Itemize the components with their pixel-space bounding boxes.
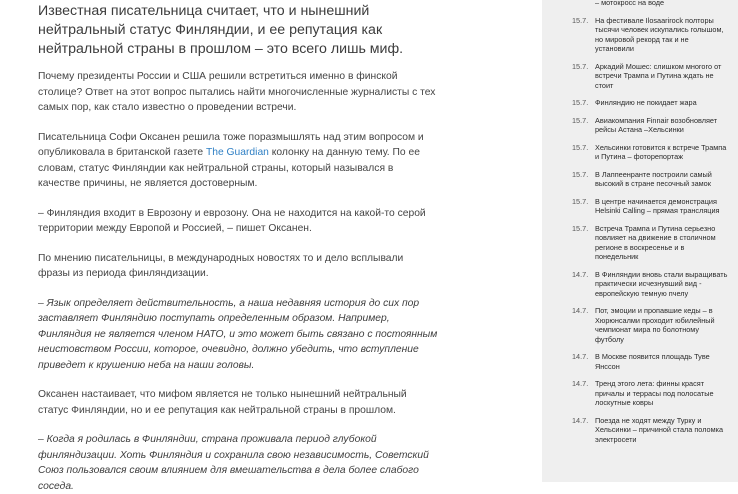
news-item[interactable] [542, 116, 738, 135]
guardian-link[interactable]: The Guardian [205, 147, 269, 158]
paragraph-text: Писательница Софи Оксанен решила тоже поразмышлять над этим вопросом и опубликовала в британской газете [38, 131, 424, 158]
news-title: В Лаппеенранте построили самый высокий в стране песочный замок [595, 169, 712, 188]
news-date [572, 0, 595, 8]
article-quote: – Когда я родилась в Финляндии, страна проживала период глубокой финляндизации. Хоть Финляндия и сохранила свою независимость, Советский Союз пользовался своим влиянием для вмешательства в дела более слабого соседа. [38, 434, 429, 492]
article-quote: – Язык определяет действительность, а наша недавняя история до сих пор заставляет Финляндию поступать определенным образом. Например, Финляндия не является членом НАТО, и это может быть связано с постоянным неистовством России, которое, очевидно, должно убедить, что вступление приведет к крушению неба на наши головы. [38, 297, 438, 371]
article-lead: Известная писательница считает, что и нынешний нейтральный статус Финляндии, и ее репутация как нейтральной страны в прошлом – это всего лишь миф. [38, 3, 404, 57]
news-sidebar [542, 0, 738, 482]
news-date: 15.7. [572, 61, 589, 71]
news-item[interactable] [542, 143, 738, 162]
paragraph-text: колонку на данную тему. По ее словам, статус Финляндии как нейтральной страны, который назывался в качестве причины, не является достоверным. [38, 147, 420, 189]
news-item[interactable] [542, 416, 738, 445]
article-paragraph [38, 130, 438, 192]
news-item[interactable] [542, 224, 738, 262]
news-title: Пот, эмоции и пропавшие кеды – в Хюрюнсалми проходит юбилейный чемпионат мира по болотному футболу [595, 306, 715, 344]
news-date: 14.7. [572, 415, 589, 425]
news-title: – мотокросс на воде [595, 0, 665, 7]
news-date: 15.7. [572, 223, 589, 233]
news-item[interactable] [542, 16, 738, 54]
news-list [542, 16, 738, 445]
news-date: 14.7. [572, 379, 589, 388]
article-paragraph: – Финляндия входит в Еврозону и еврозону. Она не находится на какой-то серой территории между Европой и Россией, – пишет Оксанен. [38, 207, 426, 234]
news-date: 14.7. [572, 269, 589, 279]
news-title: Поезда не ходят между Турку и Хельсинки – причиной стала поломка электросети [595, 415, 724, 444]
news-item[interactable] [542, 379, 738, 408]
news-date: 14.7. [572, 352, 589, 361]
news-date: 14.7. [572, 306, 589, 315]
news-title: На фестивале Ilosaarirock полторы тысячи человек искупались голышом, но мировой рекорд так и не установили [595, 15, 724, 53]
news-title: В Финляндии вновь стали выращивать практически исчезнувший вид - европейскую темную пчелу [595, 269, 728, 298]
article-body [38, 0, 438, 492]
news-item[interactable] [542, 98, 738, 108]
news-item-fragment[interactable] [542, 0, 738, 8]
news-title: Тренд этого лета: финны красят причалы и террасы под полосатые лоскутные ковры [595, 379, 714, 407]
news-title: Аркадий Мошес: слишком многого от встречи Трампа и Путина ждать не стоит [595, 61, 722, 90]
news-item[interactable] [542, 197, 738, 216]
news-date: 15.7. [572, 169, 589, 179]
news-date: 15.7. [572, 142, 589, 152]
news-title: Финляндию не покидает жара [595, 98, 697, 107]
article-paragraph: Почему президенты России и США решили встретиться именно в финской столице? Ответ на этот вопрос пытались найти многочисленные журналисты с тех самых пор, как стало известно о проведении встречи. [38, 71, 436, 113]
news-title: В центре начинается демонстрация Helsinki Calling – прямая трансляция [595, 196, 720, 215]
news-date: 15.7. [572, 98, 589, 107]
news-date: 15.7. [572, 15, 589, 25]
news-item[interactable] [542, 306, 738, 344]
article-paragraph: Оксанен настаивает, что мифом является не только нынешний нейтральный статус Финляндии, но и ее репутация как нейтральной страны в прошлом. [38, 389, 407, 416]
article-paragraph: По мнению писательницы, в международных новостях то и дело всплывали фразы из периода финляндизации. [38, 252, 404, 279]
news-date: 15.7. [572, 115, 589, 125]
news-item[interactable] [542, 352, 738, 371]
news-title: Хельсинки готовится к встрече Трампа и Путина – фоторепортаж [595, 142, 727, 161]
news-item[interactable] [542, 170, 738, 189]
news-date: 15.7. [572, 196, 589, 206]
news-item[interactable] [542, 62, 738, 91]
news-title: Встреча Трампа и Путина серьезно повлияет на движение в столичном регионе в воскресенье и в понедельник [595, 223, 716, 261]
news-title: Авиакомпания Finnair возобновляет рейсы Астана –Хельсинки [595, 115, 718, 134]
news-item[interactable] [542, 270, 738, 299]
news-title: В Москве появится площадь Туве Янссон [595, 352, 710, 371]
